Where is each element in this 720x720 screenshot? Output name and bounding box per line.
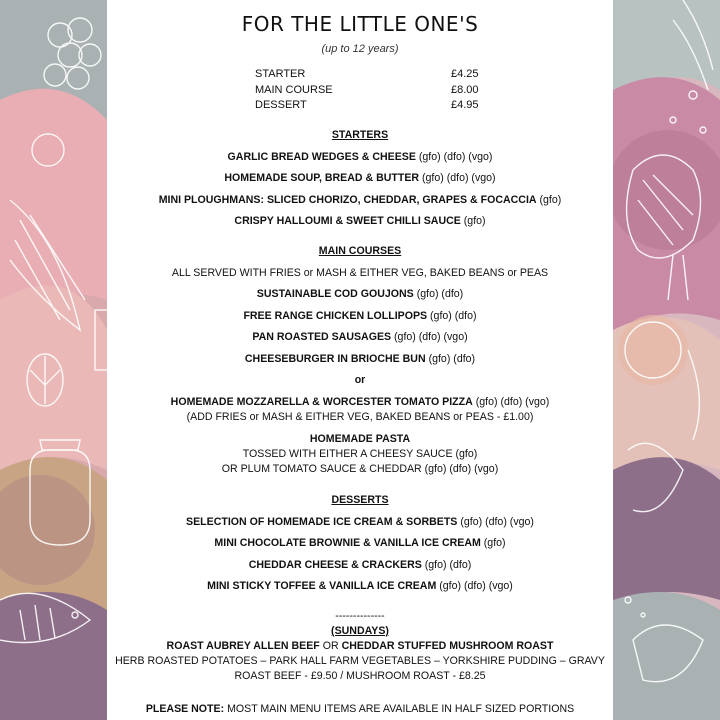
- sunday-sides: HERB ROASTED POTATOES – PARK HALL FARM VEGETABLES – YORKSHIRE PUDDING – GRAVY: [115, 655, 605, 667]
- menu-item: [107, 211, 613, 233]
- footer-note: [107, 702, 613, 717]
- item-name: FREE RANGE CHICKEN LOLLIPOPS: [243, 309, 428, 322]
- item-name: HOMEMADE MOZZARELLA & WORCESTER TOMATO PIZZA: [170, 396, 473, 408]
- menu-page: [107, 0, 613, 720]
- item-name: MINI STICKY TOFFEE & VANILLA ICE CREAM: [207, 580, 437, 592]
- roast-or: OR: [322, 640, 339, 652]
- or-separator: or: [354, 374, 366, 386]
- item-tags: (gfo) (dfo) (vgo): [439, 580, 513, 592]
- price-value: £4.25: [451, 68, 479, 80]
- mains-note: ALL SERVED WITH FRIES or MASH & EITHER VEG, BAKED BEANS or PEAS: [171, 266, 549, 279]
- pizza-item: [107, 395, 613, 425]
- price-label: DESSERT: [255, 99, 307, 111]
- sunday-section: [107, 609, 613, 684]
- item-tags: (gfo) (dfo) (vgo): [421, 172, 496, 184]
- menu-item: [107, 576, 613, 598]
- item-tags: (gfo) (dfo) (vgo): [418, 150, 493, 163]
- food-illustration-right: [613, 0, 720, 720]
- menu-item: [107, 190, 613, 212]
- menu-item: [107, 512, 613, 534]
- menu-item: [107, 555, 613, 577]
- item-tags: (gfo): [463, 215, 486, 227]
- menu-item: [107, 533, 613, 555]
- mains-heading: MAIN COURSES: [318, 245, 402, 257]
- menu-title: FOR THE LITTLE ONE'S: [241, 12, 479, 36]
- divider: --------------: [335, 610, 385, 622]
- menu-item: [107, 284, 613, 306]
- item-name: CHEESEBURGER IN BRIOCHE BUN: [244, 352, 426, 365]
- price-value: £8.00: [451, 83, 479, 96]
- menu-item: [107, 327, 613, 349]
- item-name: MINI CHOCOLATE BROWNIE & VANILLA ICE CREAM: [214, 537, 481, 549]
- price-label: MAIN COURSE: [255, 83, 333, 96]
- price-label: STARTER: [255, 68, 306, 80]
- price-value: £4.95: [451, 99, 479, 111]
- item-tags: (gfo) (dfo) (vgo): [460, 515, 534, 528]
- roast-beef: ROAST AUBREY ALLEN BEEF: [166, 640, 320, 652]
- menu-item: [107, 349, 613, 371]
- price-list: [255, 67, 485, 114]
- left-decorative-panel: [0, 0, 107, 720]
- pasta-item: [107, 432, 613, 477]
- item-tags: (gfo): [539, 193, 562, 206]
- pizza-extra: (ADD FRIES or MASH & EITHER VEG, BAKED BEANS or PEAS - £1.00): [186, 411, 534, 423]
- sunday-roasts: [107, 639, 613, 654]
- item-tags: (gfo): [483, 537, 506, 549]
- item-tags: (gfo) (dfo): [428, 352, 476, 365]
- right-decorative-panel: [613, 0, 720, 720]
- menu-subtitle: (up to 12 years): [321, 43, 399, 55]
- starters-section: [107, 125, 613, 233]
- menu-item: [107, 168, 613, 190]
- item-name: HOMEMADE PASTA: [309, 433, 411, 445]
- item-tags: (gfo) (dfo) (vgo): [475, 396, 550, 408]
- menu-item: [107, 306, 613, 328]
- item-name: HOMEMADE SOUP, BREAD & BUTTER: [224, 172, 420, 184]
- menu-item: [107, 147, 613, 169]
- item-name: CRISPY HALLOUMI & SWEET CHILLI SAUCE: [234, 215, 461, 227]
- item-name: SUSTAINABLE COD GOUJONS: [256, 288, 414, 300]
- sunday-heading: (SUNDAYS): [331, 625, 389, 637]
- price-row: [255, 83, 485, 99]
- sunday-prices: ROAST BEEF - £9.50 / MUSHROOM ROAST - £8.25: [234, 670, 486, 682]
- item-name: GARLIC BREAD WEDGES & CHEESE: [227, 150, 416, 163]
- menu-item: [107, 395, 613, 410]
- desserts-heading: DESSERTS: [331, 494, 389, 506]
- item-tags: (gfo) (dfo): [430, 309, 477, 322]
- item-tags: (gfo) (dfo): [424, 558, 472, 571]
- price-row: [255, 67, 485, 83]
- item-name: MINI PLOUGHMANS: SLICED CHORIZO, CHEDDAR, GRAPES & FOCACCIA: [158, 193, 537, 206]
- item-tags: (gfo) (dfo) (vgo): [394, 331, 468, 343]
- pasta-line-2: OR PLUM TOMATO SAUCE & CHEDDAR (gfo) (dfo) (vgo): [221, 463, 499, 475]
- pasta-line-1: TOSSED WITH EITHER A CHEESY SAUCE (gfo): [242, 448, 478, 460]
- food-illustration-left: [0, 0, 107, 720]
- starters-heading: STARTERS: [331, 129, 389, 141]
- item-name: SELECTION OF HOMEMADE ICE CREAM & SORBETS: [186, 515, 458, 528]
- footer-label: PLEASE NOTE:: [145, 703, 225, 715]
- roast-mushroom: CHEDDAR STUFFED MUSHROOM ROAST: [341, 640, 554, 652]
- desserts-section: [107, 490, 613, 598]
- footer-text: MOST MAIN MENU ITEMS ARE AVAILABLE IN HALF SIZED PORTIONS: [227, 703, 575, 715]
- item-name: PAN ROASTED SAUSAGES: [252, 331, 392, 343]
- item-name: CHEDDAR CHEESE & CRACKERS: [248, 558, 422, 571]
- main-courses-section: [107, 241, 613, 392]
- price-row: [255, 98, 485, 114]
- item-tags: (gfo) (dfo): [416, 288, 464, 300]
